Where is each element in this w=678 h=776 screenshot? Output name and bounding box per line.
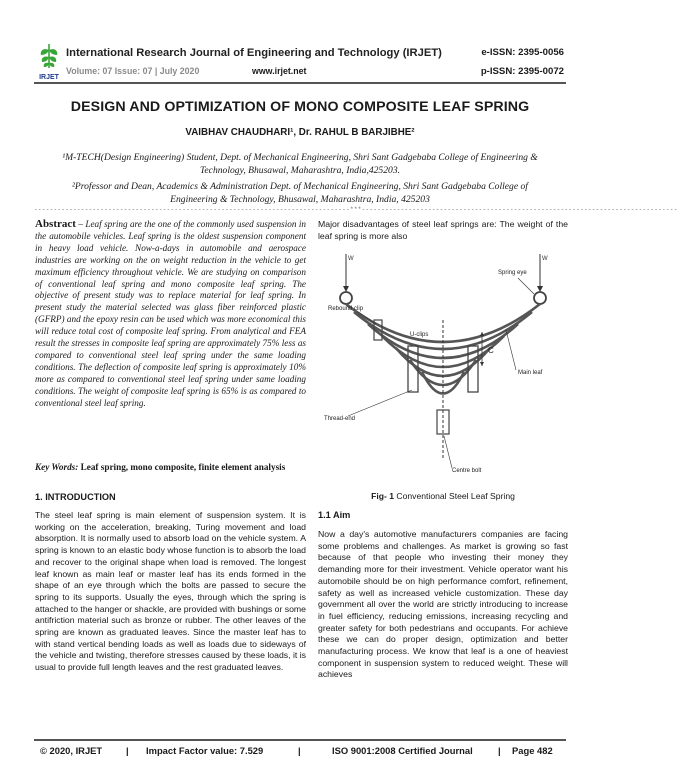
dimension-c-label: C <box>488 346 494 355</box>
load-label-left: W <box>348 256 354 262</box>
footer-copyright: © 2020, IRJET <box>40 745 103 756</box>
footer-page-number: Page 482 <box>512 745 553 756</box>
figure-caption-label: Fig- 1 <box>371 491 395 501</box>
journal-title: International Research Journal of Engineering and Technology (IRJET) <box>66 47 442 59</box>
introduction-text: The steel leaf spring is main element of suspension system. It is working on the acceleration, breaking, Turing movement and load absorption. It is normally used to absorb load on the vehicle system. A spring is known to an elastic body whose function is to absorb the load and recover to the original shape when load is removed. The longest leaf known as main leaf or master leaf has its ends formed in the shape of an eye through which the bolts are passed to secure the spring to its supports. Usually the eyes, through which the spring is attached to the hanger or shackle, are provided with bushings or some antifriction material such as bronze or rubber. The other leaves of the spring are known as graduated leaves. Since the master leaf has to with stand vertical bending loads as well as loads due to sideways of the vehicle and twisting, therefore stresses caused by these loads, it is usual to provide full length leaves and the rest graduated leaves. <box>35 510 306 673</box>
footer-rule <box>34 739 566 741</box>
label-spring-eye: Spring eye <box>498 270 527 276</box>
page-footer <box>34 745 566 759</box>
aim-text: Now a day's automotive manufacturers companies are facing some problems and challenges. As market is growing so fast because of that people who investing their money they demanding more for their investment. Vehicle operator want his automobile should be on high performance comfort, refinement, safety as well as increased vehicle customization. These day government all over the world are strictly introducing to increase in fuel efficiency, reducing emissions, increasing recycling and greater safety for both pedestrians and occupants. For achieve these we can do proper design, optimization and better manufacturing process. We know that leaf is a one of heaviest component in suspension system to reduced weight. These will achieves <box>318 529 568 680</box>
footer-impact-factor: Impact Factor value: 7.529 <box>146 745 264 756</box>
logo-text: IRJET <box>39 74 59 81</box>
label-main-leaf: Main leaf <box>518 370 543 376</box>
journal-header <box>0 0 600 90</box>
abstract <box>35 219 306 410</box>
footer-separator: | <box>126 745 129 756</box>
header-rule <box>34 82 566 84</box>
paper-authors: VAIBHAV CHAUDHARI¹, Dr. RAHUL B BARJIBHE² <box>185 127 415 138</box>
footer-separator: | <box>298 745 301 756</box>
keywords-label: Key Words: <box>35 462 79 472</box>
irjet-logo-icon <box>38 42 60 82</box>
figure-caption <box>318 491 568 501</box>
section-heading-aim: 1.1 Aim <box>318 510 351 520</box>
figure-caption-text: Conventional Steel Leaf Spring <box>394 491 515 501</box>
affiliation-2: ²Professor and Dean, Academics & Administration Dept. of Mechanical Engineering, Shri Sant Gadgebaba College of Engineering & Technology, Bhusawal, Maharashtra, India, 425203 <box>72 181 528 205</box>
footer-iso: ISO 9001:2008 Certified Journal <box>332 745 473 756</box>
label-u-clips: U-clips <box>410 332 429 338</box>
volume-issue: Volume: 07 Issue: 07 | July 2020 <box>66 66 200 76</box>
journal-website-link[interactable]: www.irjet.net <box>252 66 307 76</box>
load-label-right: W <box>542 256 548 262</box>
keywords <box>35 462 306 474</box>
paper-title: DESIGN AND OPTIMIZATION OF MONO COMPOSITE LEAF SPRING <box>70 99 530 115</box>
eissn: e-ISSN: 2395-0056 <box>481 47 564 58</box>
label-thread-end: Thread-end <box>324 416 356 422</box>
section-heading-introduction: 1. INTRODUCTION <box>35 492 116 502</box>
footer-separator: | <box>498 745 501 756</box>
leaf-spring-figure <box>318 250 568 482</box>
disadvantages-text: Major disadvantages of steel leaf springs are: The weight of the leaf spring is more also <box>318 219 568 241</box>
section-divider: ---------------------------------------------------------------------------------***--------------------------------------------------------------------------------- <box>34 206 678 213</box>
label-rebound-clip: Rebound clip <box>328 306 364 312</box>
abstract-label: Abstract <box>35 218 76 230</box>
pissn: p-ISSN: 2395-0072 <box>480 66 564 77</box>
affiliation-1: ¹M-TECH(Design Engineering) Student, Dept. of Mechanical Engineering, Shri Sant Gadgebaba College of Engineering & Technology, Bhusawal, Maharashtra, India,425203. <box>62 152 538 176</box>
label-centre-bolt: Centre bolt <box>452 468 482 474</box>
abstract-text: – Leaf spring are the one of the commonly used suspension in the automobile vehicles. Leaf spring is the oldest suspension component in heavy load vehicle. Now-a-days in automobile and aerospace industries are working on the on weight reduction in the vehicle to get maximum efficiency throughout vehicle. We are studying on comparison of conventional leaf spring and mono composite leaf spring. The objective of present study was to replace material for leaf spring. In present study the material selected was glass fiber reinforced plastic (GFRP) and the epoxy resin can be used which was more economical this will reduce total cost of composite leaf spring. From analytical and FEA result the stresses in composite leaf spring are approximately 75% less as compared to conventional steel leaf spring under the same loading conditions. The deflection of composite leaf spring is approximately 10% more as compared to conventional steel leaf spring under same loading conditions. The weight of composite leaf spring is 65% is as compared to conventional steel leaf spring. <box>35 219 306 408</box>
keywords-text: Leaf spring, mono composite, finite element analysis <box>78 462 286 472</box>
